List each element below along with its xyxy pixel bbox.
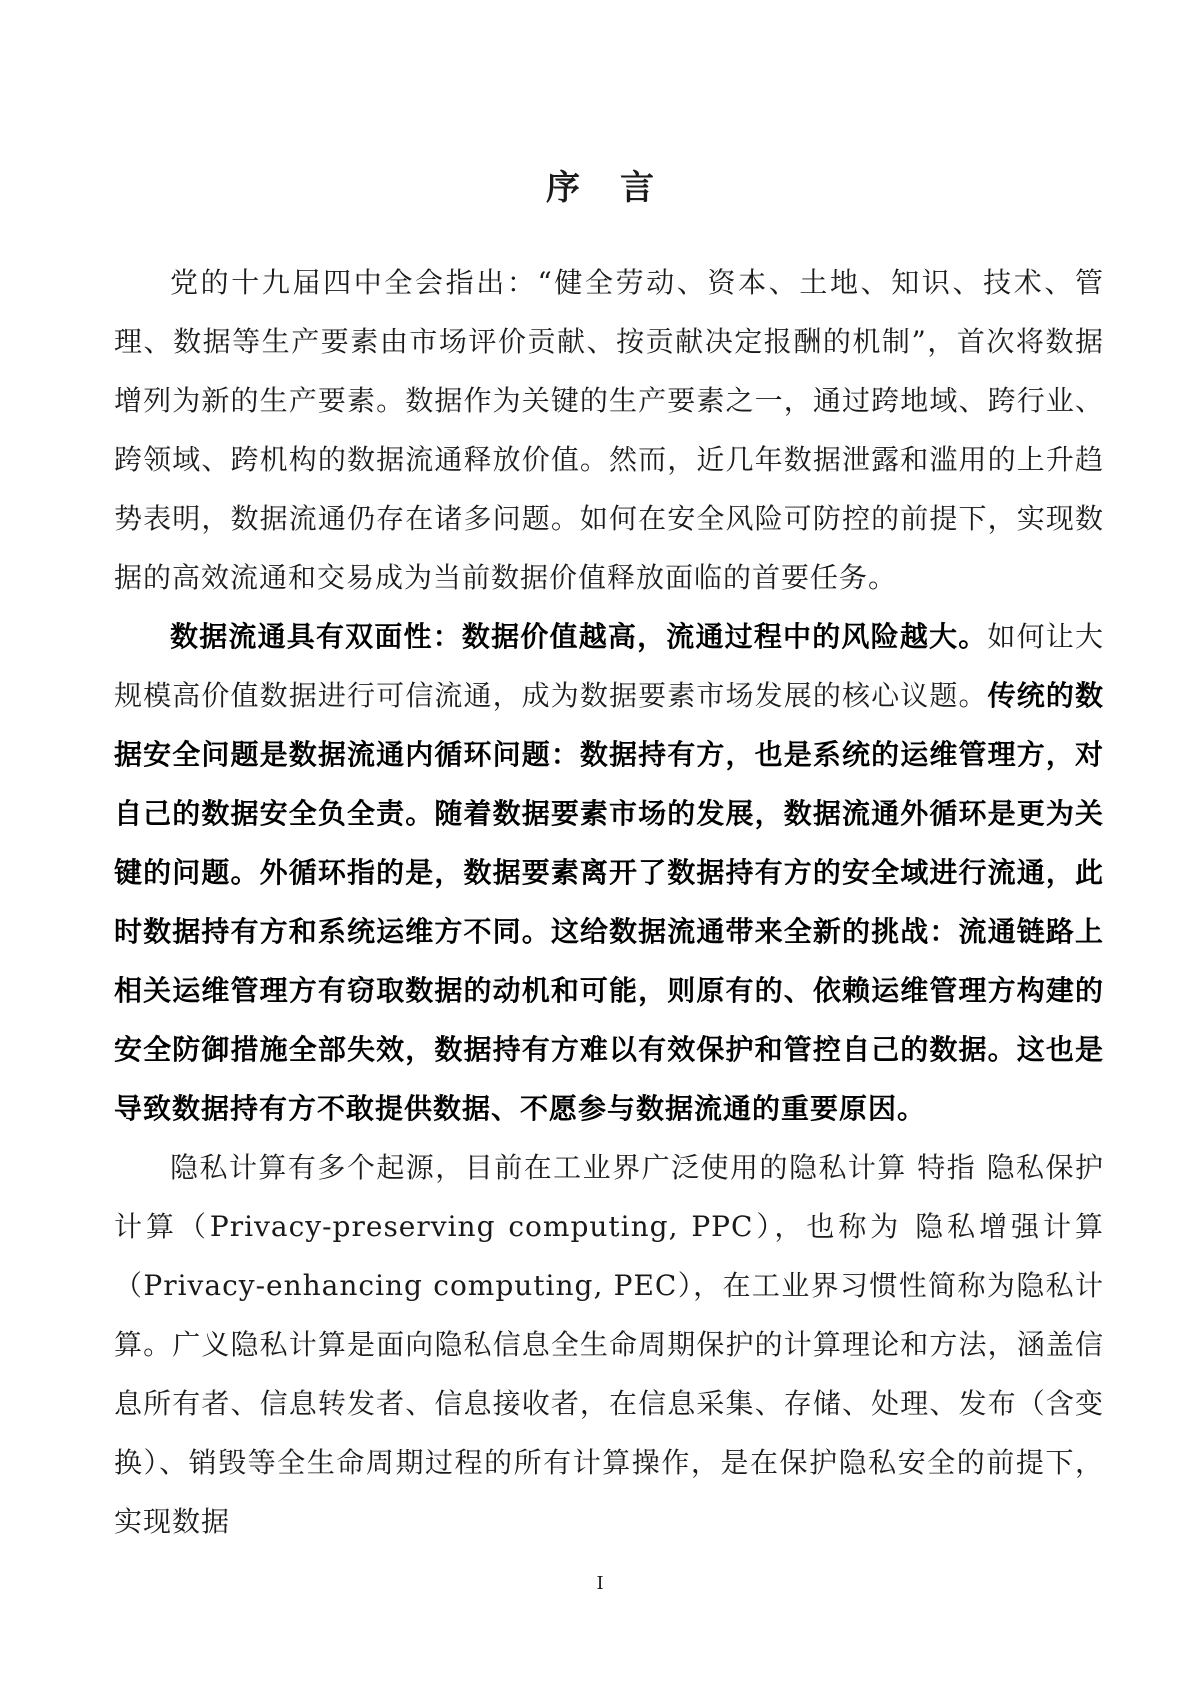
page-title: 序言: [546, 167, 694, 208]
document-body: [114, 253, 1104, 1551]
paragraph-2-bold-lead: 数据流通具有双面性：数据价值越高，流通过程中的风险越大。: [170, 620, 988, 653]
paragraph-2: [114, 607, 1104, 1138]
paragraph-2-bold-conclusion: 传统的数据安全问题是数据流通内循环问题：数据持有方，也是系统的运维管理方，对自己的数据安全负全责。随着数据要素市场的发展，数据流通外循环是更为关键的问题。外循环指的是，数据要素离开了数据持有方的安全域进行流通，此时数据持有方和系统运维方不同。这给数据流通带来全新的挑战：流通链路上相关运维管理方有窃取数据的动机和可能，则原有的、依赖运维管理方构建的安全防御措施全部失效，数据持有方难以有效保护和管控自己的数据。这也是导致数据持有方不敢提供数据、不愿参与数据流通的重要原因。: [114, 679, 1104, 1125]
page-number: I: [596, 1573, 604, 1594]
paragraph-1: [114, 253, 1104, 607]
paragraph-2-regular-text: 如何让大规模高价值数据进行可信流通，成为数据要素市场发展的核心议题。: [114, 620, 1104, 712]
paragraph-3: [114, 1138, 1104, 1551]
paragraph-1-text: 党的十九届四中全会指出：“健全劳动、资本、土地、知识、技术、管理、数据等生产要素由市场评价贡献、按贡献决定报酬的机制”，首次将数据增列为新的生产要素。数据作为关键的生产要素之一，通过跨地域、跨行业、跨领域、跨机构的数据流通释放价值。然而，近几年数据泄露和滥用的上升趋势表明，数据流通仍存在诸多问题。如何在安全风险可防控的前提下，实现数据的高效流通和交易成为当前数据价值释放面临的首要任务。: [114, 266, 1104, 594]
paragraph-3-text: 隐私计算有多个起源，目前在工业界广泛使用的隐私计算 特指 隐私保护计算（Privacy-preserving computing, PPC），也称为 隐私增强计算（Privacy-enhancing computing, PEC），在工业界习惯性简称为隐私计算。广义隐私计算是面向隐私信息全生命周期保护的计算理论和方法，涵盖信息所有者、信息转发者、信息接收者，在信息采集、存储、处理、发布（含变换）、销毁等全生命周期过程的所有计算操作，是在保护隐私安全的前提下，实现数据: [114, 1151, 1104, 1538]
